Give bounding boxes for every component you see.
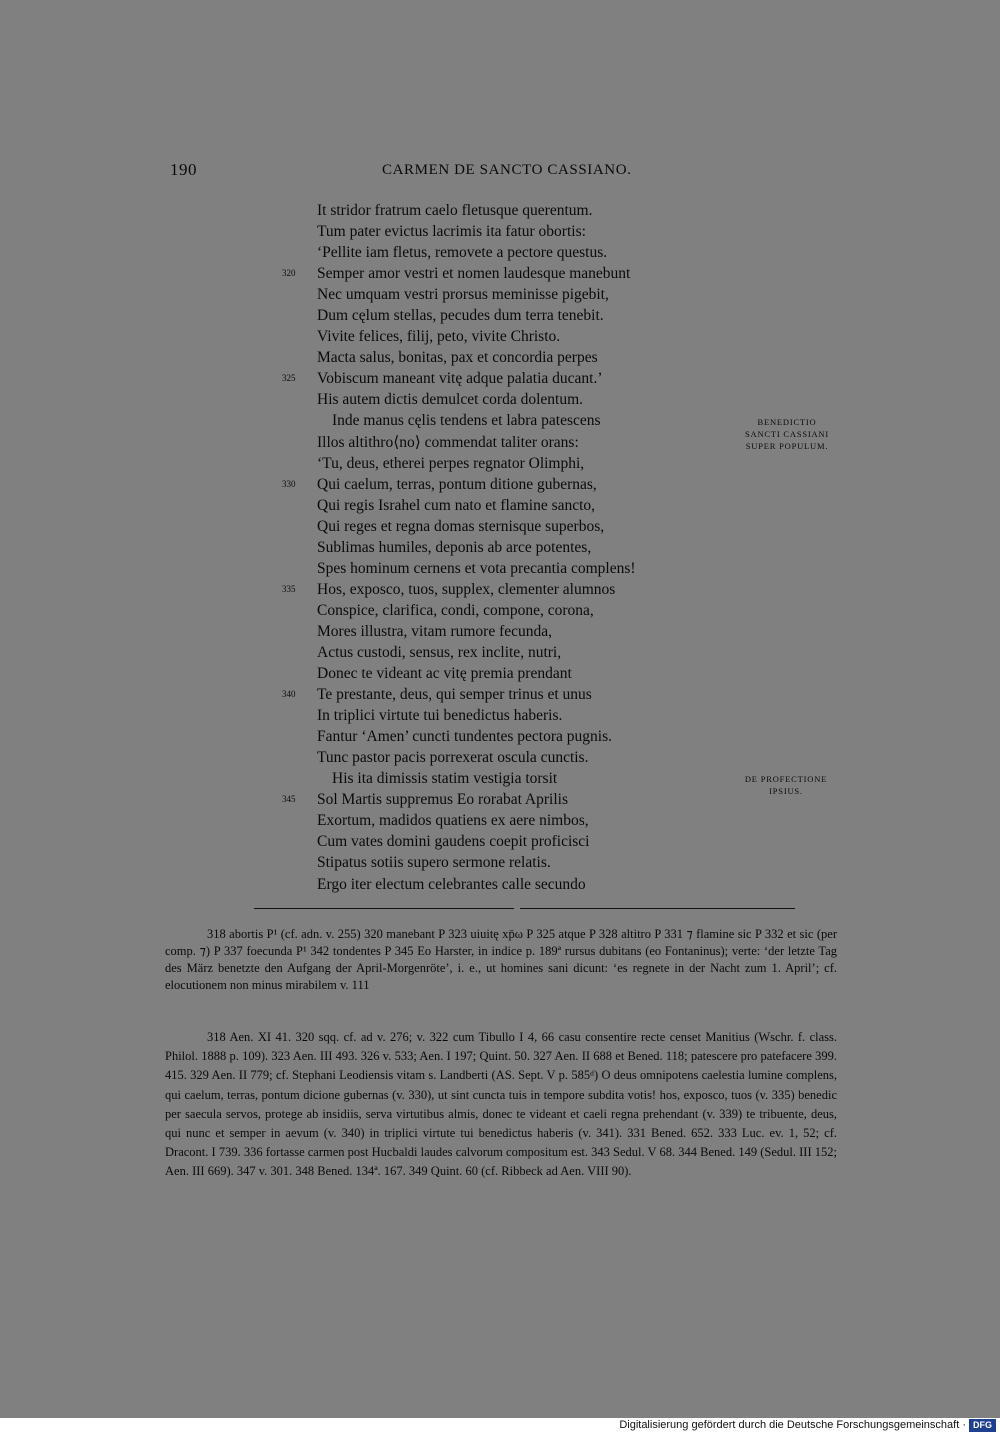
verse-text: Cum vates domini gaudens coepit proficisci bbox=[317, 833, 590, 851]
verse-line bbox=[270, 474, 730, 495]
line-number: 320 bbox=[282, 268, 296, 279]
verse-line bbox=[270, 326, 730, 347]
verse-text: ‘Pellite iam fletus, removete a pectore questus. bbox=[317, 244, 608, 262]
verse-text: Illos altithro⟨no⟩ commendat taliter orans: bbox=[317, 433, 579, 451]
verse-text: Qui regis Israhel cum nato et flamine sancto, bbox=[317, 496, 596, 514]
verse-text: Dum cęlum stellas, pecudes dum terra tenebit. bbox=[317, 307, 604, 325]
verse-text: Actus custodi, sensus, rex inclite, nutri, bbox=[317, 643, 562, 661]
line-number: 325 bbox=[282, 373, 296, 384]
verse-line bbox=[270, 684, 730, 705]
verse-text: Fantur ‘Amen’ cuncti tundentes pectora pugnis. bbox=[317, 728, 612, 746]
page-number: 190 bbox=[170, 160, 197, 179]
verse-text: His autem dictis demulcet corda dolentum. bbox=[317, 391, 584, 409]
verse-line bbox=[270, 705, 730, 726]
verse-line bbox=[270, 200, 730, 221]
source-notes-text: 318 Aen. XI 41. 320 sqq. cf. ad v. 276; v. 322 cum Tibullo I 4, 66 casu consentire recte censet Manitius (Wschr. f. class. Philol. 1888 p. 109). 323 Aen. III 493. 326 v. 533; Aen. I 197; Quint. 50. 327 Aen. II 688 et Bened. 118; patescere pro patefacere 399. 415. 329 Aen. II 779; cf. Stephani Leodiensis vitam s. Landberti (AS. Sept. V p. 585ᵈ) O deus omnipotens caelestia lumine complens, qui caelum, terras, pontum dicione gubernas (v. 330), ut sint cuncta tuis in tempore subdita votis! hos, exposco, tuos (v. 335) benedic per saecula servos, protege ab insidiis, serva virtutibus almis, donec te videant et caeli regna prehendant (v. 339) te tribuente, deus, qui nunc et semper in aevum (v. 340) in triplici virtute tui benedictus haberis (v. 341). 331 Bened. 652. 333 Luc. ev. 1, 52; cf. Dracont. I 739. 336 fortasse carmen post Hucbaldi laudes calvorum compositum est. 343 Sedul. V 68. 344 Bened. 149 (Sedul. III 152; Aen. III 669). 347 v. 301. 348 Bened. 134ª. 167. 349 Quint. 60 (cf. Ribbeck ad Aen. VIII 90). bbox=[165, 1030, 837, 1179]
verse-line bbox=[270, 516, 730, 537]
footnote-rule bbox=[364, 908, 514, 909]
verse-text: Exortum, madidos quatiens ex aere nimbos, bbox=[317, 812, 589, 830]
verse-text: Spes hominum cernens et vota precantia complens! bbox=[317, 559, 636, 577]
verse-line bbox=[270, 347, 730, 368]
apparatus-text: 318 abortis P¹ (cf. adn. v. 255) 320 manebant P 323 uiuitę xp̄ω P 325 atque P 328 altitro P 331 ⁊ flamine sic P 332 et sic (per comp. ⁊) P 337 foecunda P¹ 342 tondentes P 345 Eo Harster, in indice p. 189ª rursus dubitans (eo Fontaninus); verte: ‘der letzte Tag des März benetzte den Aufgang der April-Morgenröte’, i. e., ut homines sani dicunt: ‘es regnete in der Nacht zum 1. April’; cf. elocutionem non minus mirabilem v. 111 bbox=[165, 927, 837, 992]
verse-text: Qui reges et regna domas sternisque superbos, bbox=[317, 517, 605, 535]
line-number: 335 bbox=[282, 583, 296, 594]
verse-text: It stridor fratrum caelo fletusque querentum. bbox=[317, 202, 593, 219]
marginal-line: IPSIUS. bbox=[769, 786, 803, 796]
verse-line bbox=[270, 242, 730, 263]
marginal-line: BENEDICTIO bbox=[757, 417, 817, 427]
verse-line bbox=[270, 663, 730, 684]
verse-line bbox=[270, 495, 730, 516]
verse-text: Inde manus cęlis tendens et labra patescens bbox=[332, 412, 601, 430]
verse-line bbox=[270, 747, 730, 768]
verse-text: Macta salus, bonitas, pax et concordia perpes bbox=[317, 349, 598, 367]
verse-text: ‘Tu, deus, etherei perpes regnator Olimphi, bbox=[317, 454, 585, 472]
verse-text: Tunc pastor pacis porrexerat oscula cunctis. bbox=[317, 749, 589, 767]
critical-apparatus bbox=[165, 926, 837, 994]
verse-text: Sublimas humiles, deponis ab arce potentes, bbox=[317, 538, 592, 556]
verse-line bbox=[270, 726, 730, 747]
verse-line bbox=[270, 284, 730, 305]
line-number: 340 bbox=[282, 689, 296, 700]
verse-line bbox=[270, 537, 730, 558]
marginal-line: SUPER POPULUM. bbox=[745, 441, 829, 451]
marginal-line: DE PROFECTIONE bbox=[744, 774, 828, 784]
verse-text: Vivite felices, filij, peto, vivite Christo. bbox=[317, 328, 561, 346]
verse-text: Qui caelum, terras, pontum ditione gubernas, bbox=[317, 475, 597, 493]
marginal-line: SANCTI CASSIANI bbox=[744, 429, 830, 439]
verse-line bbox=[270, 831, 730, 852]
verse-text: Vobiscum maneant vitę adque palatia ducant.’ bbox=[317, 370, 603, 388]
verse-line bbox=[270, 579, 730, 600]
verse-block bbox=[270, 200, 730, 895]
footer-credit: Digitalisierung gefördert durch die Deutsche Forschungsgemeinschaft · bbox=[619, 1419, 966, 1431]
marginal-note-profectione bbox=[726, 773, 846, 797]
verse-text: Sol Martis suppremus Eo rorabat Aprilis bbox=[317, 791, 568, 809]
verse-text: Stipatus sotiis supero sermone relatis. bbox=[317, 854, 551, 872]
footnote-rule bbox=[254, 908, 364, 909]
verse-line bbox=[270, 558, 730, 579]
verse-line bbox=[270, 789, 730, 810]
verse-line bbox=[270, 852, 730, 873]
verse-text: Tum pater evictus lacrimis ita fatur obortis: bbox=[317, 223, 586, 241]
dfg-logo: DFG bbox=[969, 1419, 996, 1432]
verse-line bbox=[270, 600, 730, 621]
verse-text: Donec te videant ac vitę premia prendant bbox=[317, 665, 572, 683]
verse-line bbox=[270, 368, 730, 389]
verse-text: Hos, exposco, tuos, supplex, clementer alumnos bbox=[317, 580, 616, 598]
verse-line bbox=[270, 221, 730, 242]
verse-line bbox=[270, 642, 730, 663]
line-number: 330 bbox=[282, 478, 296, 489]
source-notes bbox=[165, 1028, 837, 1182]
verse-text: Nec umquam vestri prorsus meminisse pigebit, bbox=[317, 286, 609, 304]
verse-line bbox=[270, 305, 730, 326]
verse-line bbox=[270, 263, 730, 284]
verse-line bbox=[270, 621, 730, 642]
footnote-rule bbox=[520, 908, 795, 909]
verse-line bbox=[270, 389, 730, 410]
running-head: CARMEN DE SANCTO CASSIANO. bbox=[382, 162, 632, 178]
verse-text: Mores illustra, vitam rumore fecunda, bbox=[317, 622, 553, 640]
verse-line bbox=[270, 453, 730, 474]
line-number: 345 bbox=[282, 794, 296, 805]
verse-line bbox=[270, 432, 730, 453]
verse-line bbox=[270, 410, 730, 431]
verse-text: In triplici virtute tui benedictus haberis. bbox=[317, 707, 563, 725]
verse-text: Te prestante, deus, qui semper trinus et unus bbox=[317, 686, 592, 704]
verse-text: Ergo iter electum celebrantes calle secundo bbox=[317, 875, 586, 893]
verse-line bbox=[270, 810, 730, 831]
verse-text: Semper amor vestri et nomen laudesque manebunt bbox=[317, 265, 631, 283]
verse-line bbox=[270, 768, 730, 789]
verse-text: Conspice, clarifica, condi, compone, corona, bbox=[317, 601, 594, 619]
marginal-note-benedictio bbox=[727, 416, 847, 452]
verse-text: His ita dimissis statim vestigia torsit bbox=[332, 770, 558, 788]
verse-line bbox=[270, 874, 730, 895]
